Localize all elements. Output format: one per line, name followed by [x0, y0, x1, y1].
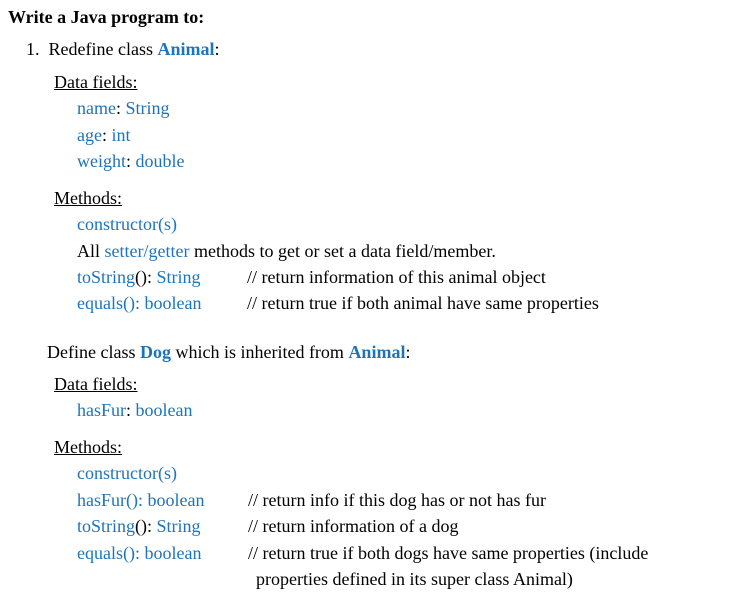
method-paren: (): — [135, 267, 157, 287]
field-type: boolean — [135, 400, 193, 420]
page-heading: Write a Java program to: — [8, 7, 205, 27]
dog-tostring-comment: // return information of a dog — [248, 516, 459, 536]
item-1-line — [26, 38, 220, 60]
method-type: String — [156, 267, 201, 287]
animal-constructor: constructor(s) — [77, 214, 177, 234]
method-paren: (): — [135, 516, 157, 536]
animal-tostring-sig — [77, 266, 201, 288]
animal-field-name: name: String — [77, 98, 170, 118]
accessors-highlight: setter/getter — [104, 241, 190, 261]
field-type: int — [111, 125, 131, 145]
item-1-prefix: Redefine class — [48, 39, 158, 59]
animal-methods-label: Methods: — [54, 188, 123, 208]
animal-accessors — [77, 240, 496, 262]
dog-constructor: constructor(s) — [77, 463, 177, 483]
field-type: double — [135, 151, 185, 171]
field-name: hasFur — [77, 400, 126, 420]
field-name: name — [77, 98, 116, 118]
item-1-suffix: : — [214, 39, 220, 59]
field-type: String — [125, 98, 170, 118]
dog-hasfur-sig: hasFur(): boolean — [77, 490, 205, 510]
dog-equals-comment-cont: properties defined in its super class Animal) — [256, 569, 573, 589]
item-1-number: 1. — [26, 39, 40, 59]
dog-intro-suffix: : — [405, 342, 411, 362]
animal-tostring-comment: // return information of this animal object — [247, 267, 546, 287]
animal-class-name: Animal — [157, 39, 215, 59]
dog-hasfur-comment: // return info if this dog has or not has fur — [248, 490, 546, 510]
accessors-post: methods to get or set a data field/member. — [189, 241, 496, 261]
dog-equals-comment: // return true if both dogs have same properties (include — [248, 543, 649, 563]
accessors-pre: All — [77, 241, 105, 261]
dog-tostring-sig — [77, 515, 201, 537]
method-name: toString — [77, 516, 136, 536]
dog-intro-line — [47, 341, 410, 363]
dog-intro-middle: which is inherited from — [170, 342, 349, 362]
dog-field-hasfur: hasFur: boolean — [77, 400, 193, 420]
parent-class-name: Animal — [348, 342, 406, 362]
dog-equals-sig: equals(): boolean — [77, 543, 202, 563]
field-name: age — [77, 125, 102, 145]
field-name: weight — [77, 151, 126, 171]
method-type: String — [156, 516, 201, 536]
dog-data-fields-label: Data fields: — [54, 374, 138, 394]
animal-equals-sig: equals(): boolean — [77, 293, 202, 313]
dog-methods-label: Methods: — [54, 437, 123, 457]
animal-data-fields-label: Data fields: — [54, 72, 138, 92]
animal-equals-comment: // return true if both animal have same properties — [247, 293, 599, 313]
method-name: toString — [77, 267, 136, 287]
animal-field-age: age: int — [77, 125, 131, 145]
dog-intro-prefix: Define class — [47, 342, 140, 362]
animal-field-weight: weight: double — [77, 151, 185, 171]
dog-class-name: Dog — [139, 342, 171, 362]
